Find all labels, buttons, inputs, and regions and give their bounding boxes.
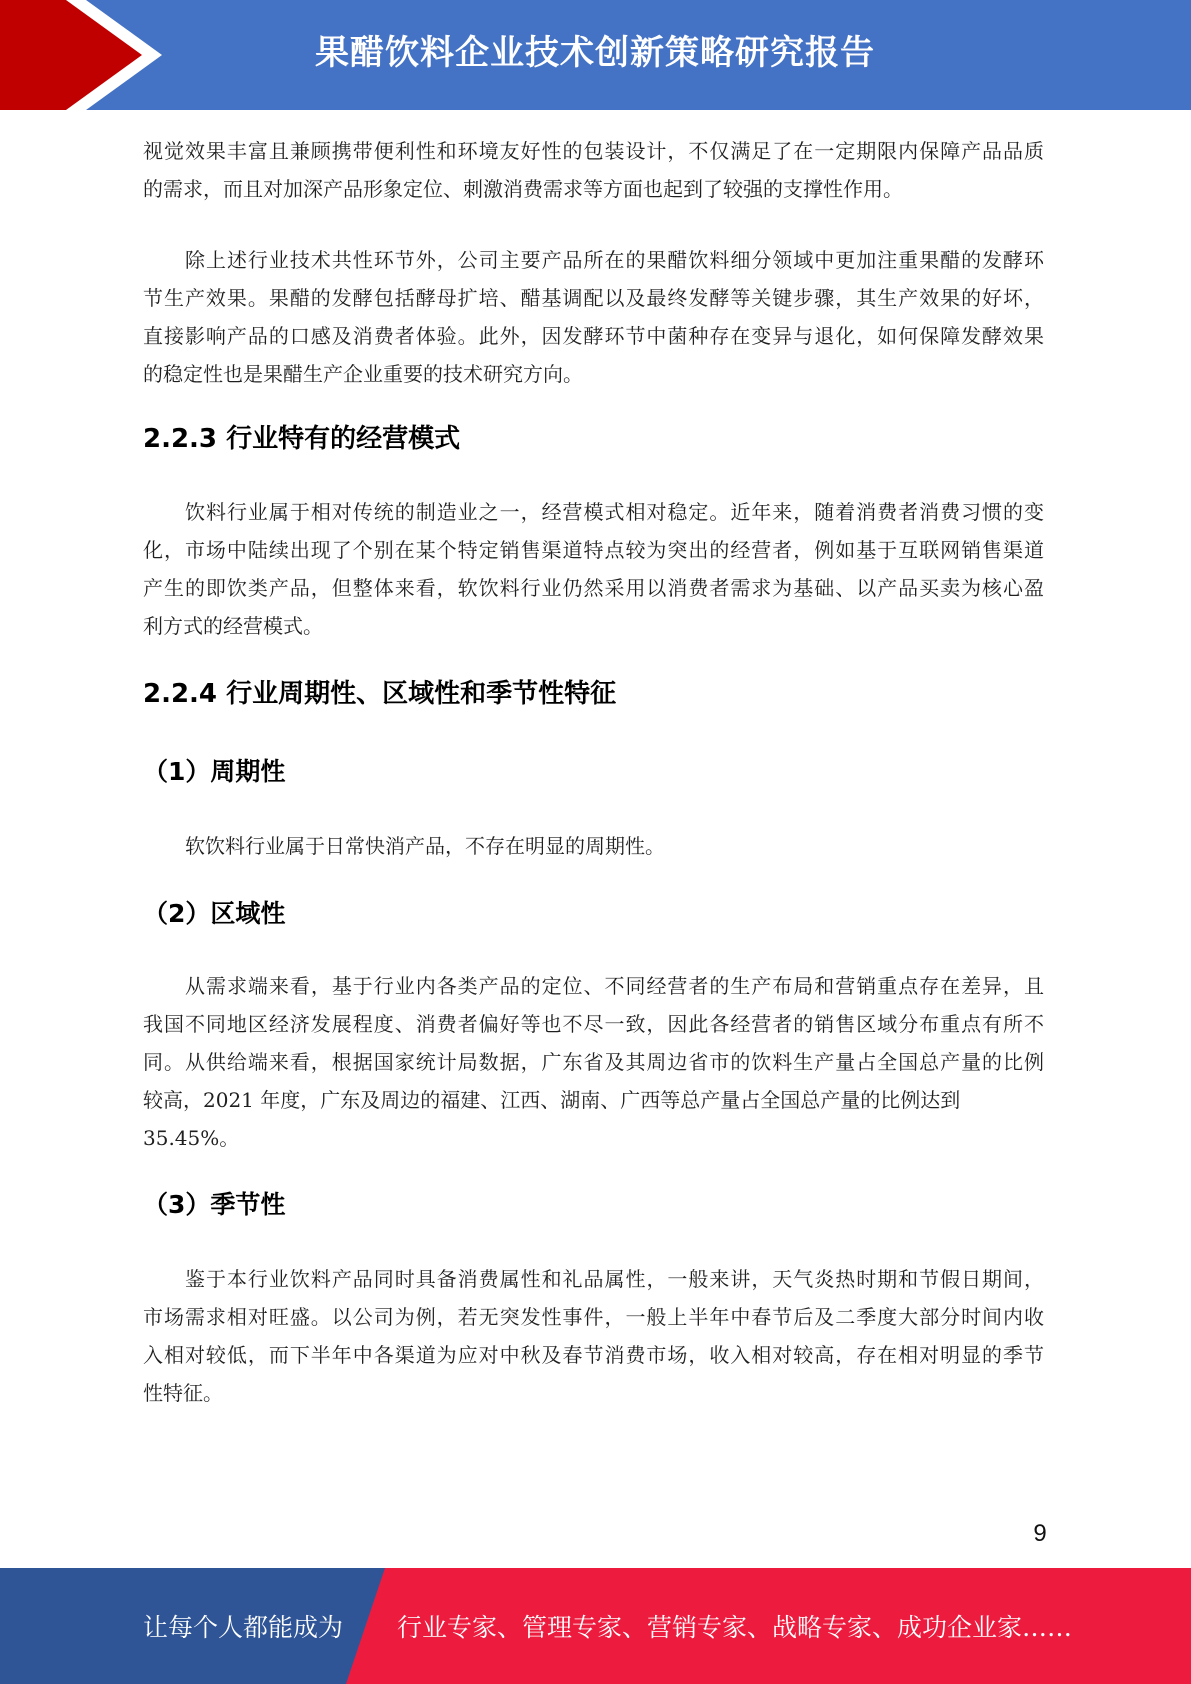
footer-slogan-lead: 让每个人都能成为 xyxy=(143,1613,344,1642)
report-title: 果醋饮料企业技术创新策略研究报告 xyxy=(315,33,875,73)
paragraph-line: 鉴于本行业饮料产品同时具备消费属性和礼品属性，一般来讲，天气炎热时期和节假日期间， xyxy=(185,1267,1044,1291)
paragraph-cyclical xyxy=(143,827,1044,865)
paragraph-business-model xyxy=(143,493,1044,645)
paragraph-line: 市场需求相对旺盛。以公司为例，若无突发性事件，一般上半年中春节后及二季度大部分时间内收 xyxy=(143,1305,1044,1329)
paragraph-line: 的稳定性也是果醋生产企业重要的技术研究方向。 xyxy=(143,362,583,386)
page-number: 9 xyxy=(1033,1520,1047,1547)
paragraph-line: 入相对较低，而下半年中各渠道为应对中秋及春节消费市场，收入相对较高，存在相对明显的季节 xyxy=(143,1343,1044,1367)
subheading-cyclical: （1）周期性 xyxy=(143,757,286,786)
paragraph-line: 35.45%。 xyxy=(143,1126,240,1150)
footer-slogan-roles: 行业专家、管理专家、营销专家、战略专家、成功企业家…… xyxy=(397,1613,1073,1642)
section-heading-business-model: 2.2.3 行业特有的经营模式 xyxy=(143,424,461,454)
paragraph-line: 除上述行业技术共性环节外，公司主要产品所在的果醋饮料细分领域中更加注重果醋的发酵环 xyxy=(185,248,1044,272)
paragraph-line: 视觉效果丰富且兼顾携带便利性和环境友好性的包装设计，不仅满足了在一定期限内保障产品品质 xyxy=(143,139,1044,163)
paragraph-line: 化，市场中陆续出现了个别在某个特定销售渠道特点较为突出的经营者，例如基于互联网销售渠道 xyxy=(143,538,1044,562)
paragraph-line: 的需求，而且对加深产品形象定位、刺激消费需求等方面也起到了较强的支撑性作用。 xyxy=(143,177,903,201)
paragraph-line: 直接影响产品的口感及消费者体验。此外，因发酵环节中菌种存在变异与退化，如何保障发酵效果 xyxy=(143,324,1044,348)
section-heading-characteristics: 2.2.4 行业周期性、区域性和季节性特征 xyxy=(143,679,617,709)
paragraph-line: 从需求端来看，基于行业内各类产品的定位、不同经营者的生产布局和营销重点存在差异，且 xyxy=(185,974,1044,998)
paragraph-line: 我国不同地区经济发展程度、消费者偏好等也不尽一致，因此各经营者的销售区域分布重点有所不 xyxy=(143,1012,1044,1036)
paragraph-line: 利方式的经营模式。 xyxy=(143,614,323,638)
paragraph-line: 节生产效果。果醋的发酵包括酵母扩培、醋基调配以及最终发酵等关键步骤，其生产效果的好坏， xyxy=(143,286,1044,310)
paragraph-regional xyxy=(143,967,1044,1157)
paragraph-line: 较高，2021 年度，广东及周边的福建、江西、湖南、广西等总产量占全国总产量的比例达到 xyxy=(143,1088,961,1112)
paragraph-line: 性特征。 xyxy=(143,1381,223,1405)
paragraph-line: 饮料行业属于相对传统的制造业之一，经营模式相对稳定。近年来，随着消费者消费习惯的变 xyxy=(185,500,1044,524)
paragraph-seasonal xyxy=(143,1260,1044,1412)
paragraph-line: 软饮料行业属于日常快消产品，不存在明显的周期性。 xyxy=(185,834,665,858)
paragraph-line: 产生的即饮类产品，但整体来看，软饮料行业仍然采用以消费者需求为基础、以产品买卖为核心盈 xyxy=(143,576,1044,600)
subheading-seasonal: （3）季节性 xyxy=(143,1190,286,1219)
paragraph-packaging xyxy=(143,132,1044,208)
paragraph-fermentation xyxy=(143,241,1044,393)
subheading-regional: （2）区域性 xyxy=(143,899,286,928)
paragraph-line: 同。从供给端来看，根据国家统计局数据，广东省及其周边省市的饮料生产量占全国总产量的比例 xyxy=(143,1050,1044,1074)
